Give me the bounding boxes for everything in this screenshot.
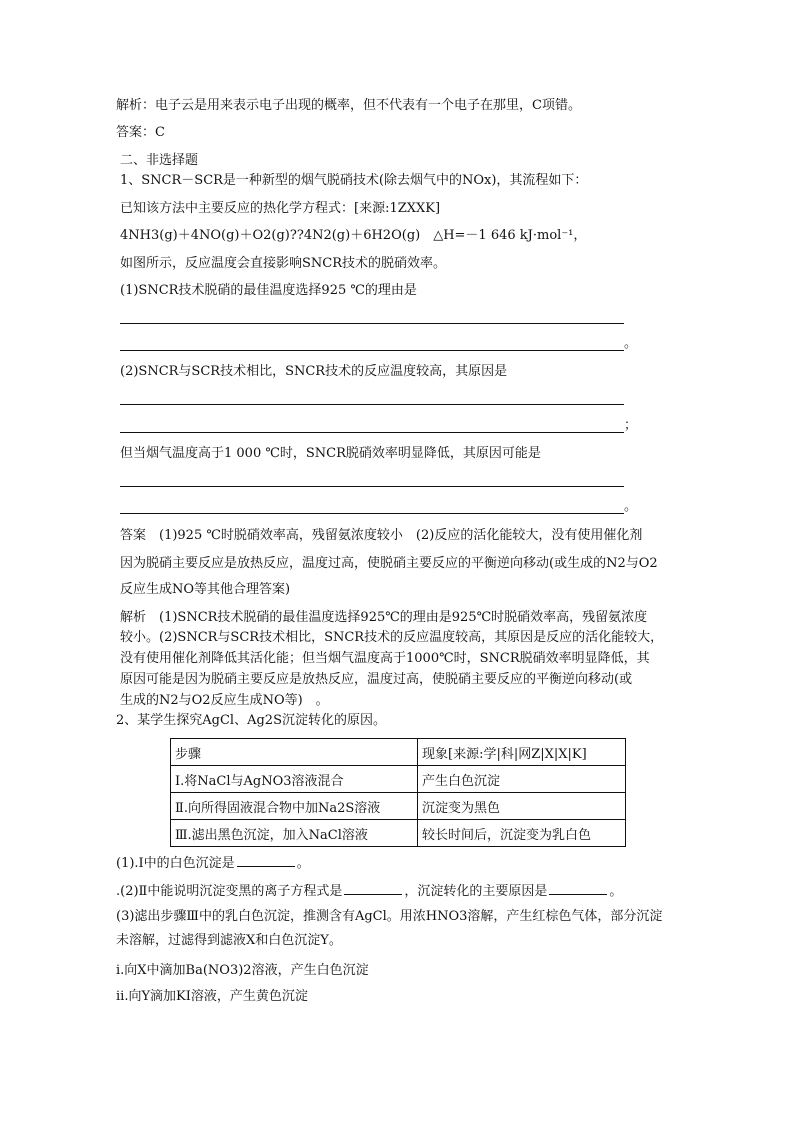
q2-part2-prompt: .(2)Ⅱ中能说明沉淀变黑的离子方程式是 <box>116 884 343 899</box>
table-row <box>171 793 626 820</box>
q1-answer-line: 因为脱硝主要反应是放热反应，温度过高，使脱硝主要反应的平衡逆向移动(或生成的N2与O2 <box>120 556 658 571</box>
q2-intro: 2、某学生探究AgCl、Ag2S沉淀转化的原因。 <box>116 713 386 728</box>
q2-part1-period: 。 <box>296 856 310 871</box>
q2-part2-period: 。 <box>609 884 623 899</box>
q1-part2-answer-line-2[interactable] <box>120 432 624 433</box>
q2-part3-line: 未溶解，过滤得到滤液X和白色沉淀Y。 <box>116 933 342 948</box>
q2-part1-prompt: (1).Ⅰ中的白色沉淀是 <box>116 856 235 871</box>
table-header-steps: 步骤 <box>171 739 418 766</box>
q2-part1-blank[interactable] <box>237 854 295 867</box>
q1-part2-answer-line-1[interactable] <box>120 404 624 405</box>
table-cell-observation: 较长时间后，沉淀变为乳白色 <box>418 820 626 847</box>
section-title: 二、非选择题 <box>120 153 199 168</box>
q2-part2-blank-equation[interactable] <box>344 882 402 895</box>
previous-answer: 答案：C <box>116 125 165 140</box>
previous-analysis: 解析：电子云是用来表示电子出现的概率，但不代表有一个电子在那里，C项错。 <box>116 98 581 113</box>
q1-analysis-line: 较小。(2)SNCR与SCR技术相比，SNCR技术的反应温度较高，其原因是反应的活化能较大， <box>120 630 664 645</box>
q1-part1-answer-line-2[interactable] <box>120 350 624 351</box>
q2-step-ii: ⅱ.向Y滴加KI溶液，产生黄色沉淀 <box>116 989 308 1004</box>
experiment-steps-table <box>170 738 626 847</box>
table-cell-observation: 沉淀变为黑色 <box>418 793 626 820</box>
table-row <box>171 766 626 793</box>
q1-part2-prompt: (2)SNCR与SCR技术相比，SNCR技术的反应温度较高，其原因是 <box>120 364 508 379</box>
q1-known-equation-label: 已知该方法中主要反应的热化学方程式：[来源:1ZXXK] <box>120 201 441 216</box>
q1-part3-answer-line-2[interactable] <box>120 513 624 514</box>
q1-intro: 1、SNCR－SCR是一种新型的烟气脱硝技术(除去烟气中的NOx)，其流程如下： <box>120 173 588 188</box>
q1-part1-period: 。 <box>624 336 638 351</box>
q2-part2-blank-reason[interactable] <box>549 882 607 895</box>
table-cell-observation: 产生白色沉淀 <box>418 766 626 793</box>
q1-analysis-line: 原因可能是因为脱硝主要反应是放热反应，温度过高，使脱硝主要反应的平衡逆向移动(或 <box>120 672 633 687</box>
q2-step-i: ⅰ.向X中滴加Ba(NO3)2溶液，产生白色沉淀 <box>116 963 369 978</box>
q2-part3-line: (3)滤出步骤Ⅲ中的乳白色沉淀，推测含有AgCl。用浓HNO3溶解，产生红棕色气体，部分沉淀 <box>116 909 663 924</box>
q1-part2-semicolon: ； <box>624 418 638 433</box>
table-cell-step: Ⅱ.向所得固液混合物中加Na2S溶液 <box>171 793 418 820</box>
table-header-row <box>171 739 626 766</box>
q1-part3-answer-line-1[interactable] <box>120 486 624 487</box>
q1-part1-prompt: (1)SNCR技术脱硝的最佳温度选择925 ℃的理由是 <box>120 283 417 298</box>
q1-part3-prompt: 但当烟气温度高于1 000 ℃时，SNCR脱硝效率明显降低，其原因可能是 <box>120 446 541 461</box>
q1-analysis-line: 没有使用催化剂降低其活化能；但当烟气温度高于1000℃时，SNCR脱硝效率明显降低，其 <box>120 651 650 666</box>
table-cell-step: Ⅲ.滤出黑色沉淀，加入NaCl溶液 <box>171 820 418 847</box>
q1-figure-note: 如图所示，反应温度会直接影响SNCR技术的脱硝效率。 <box>120 256 447 271</box>
table-cell-step: Ⅰ.将NaCl与AgNO3溶液混合 <box>171 766 418 793</box>
q1-answer-line: 答案 (1)925 ℃时脱硝效率高，残留氨浓度较小 (2)反应的活化能较大，没有使用催化剂 <box>120 528 643 543</box>
q1-part1-answer-line-1[interactable] <box>120 323 624 324</box>
q1-answer-line: 反应生成NO等其他合理答案) <box>120 582 291 597</box>
q1-part3-period: 。 <box>624 499 638 514</box>
q1-analysis-line: 解析 (1)SNCR技术脱硝的最佳温度选择925℃的理由是925℃时脱硝效率高，残留氨浓度 <box>120 610 648 625</box>
table-row <box>171 820 626 847</box>
q1-analysis-line: 生成的N2与O2反应生成NO等) 。 <box>120 693 329 708</box>
table-header-observation: 现象[来源:学|科|网Z|X|X|K] <box>418 739 626 766</box>
q2-part2 <box>116 882 622 901</box>
q2-part1 <box>116 854 310 873</box>
q1-thermochemical-equation: 4NH3(g)＋4NO(g)＋O2(g)??4N2(g)＋6H2O(g) △H=－1 646 kJ·mol⁻¹， <box>120 228 587 243</box>
q2-part2-mid: ，沉淀转化的主要原因是 <box>404 884 548 899</box>
